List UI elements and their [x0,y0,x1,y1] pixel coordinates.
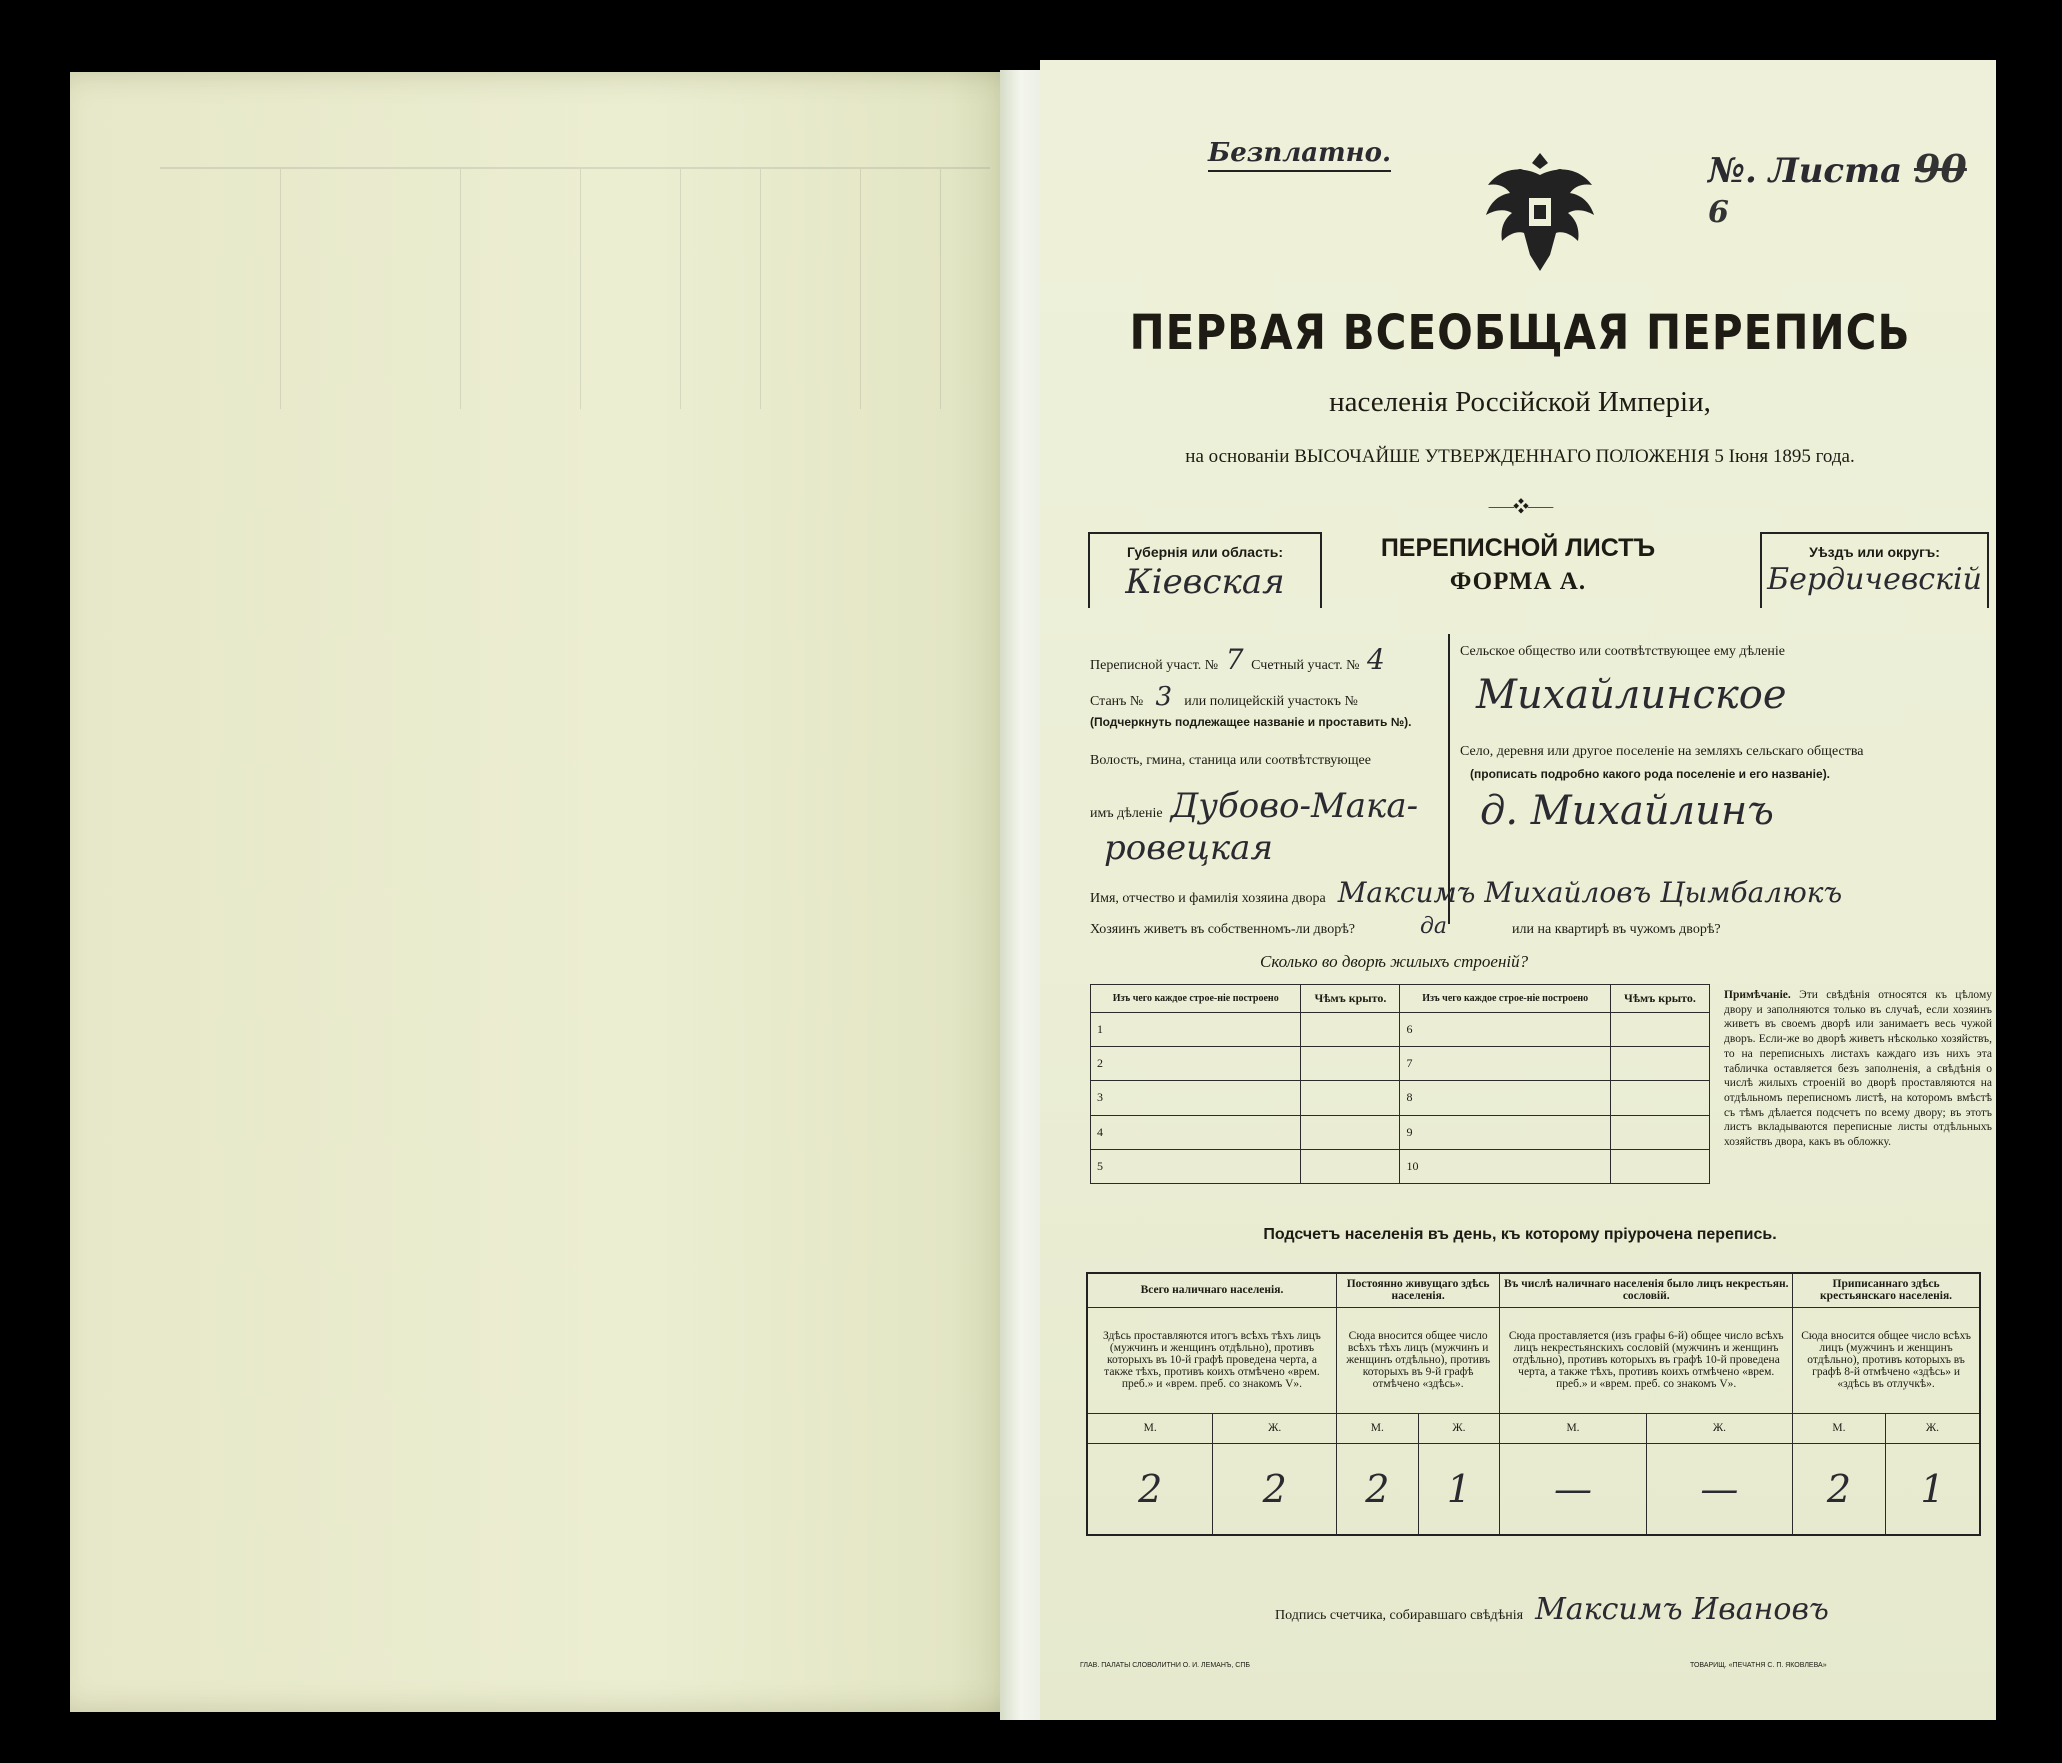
count-total-m: 2 [1087,1443,1213,1535]
population-title: Подсчетъ населенія въ день, къ которому пріурочена перепись. [1263,1226,1777,1243]
m-label: М. [1793,1413,1886,1443]
population-head-nonpeasant: Въ числѣ наличнаго населенія было лицъ некрестьян. сословій. [1500,1273,1793,1307]
imprint-left: ГЛАВ. ПАЛАТЫ СЛОВОЛИТНИ О. И. ЛЕМАНЪ, СПБ [1080,1662,1250,1669]
buildings-row-num: 2 [1091,1047,1301,1081]
census-district-label: Переписной участ. № [1090,658,1219,673]
volost-label-2: имъ дѣленіе [1090,806,1163,821]
form-name: ФОРМА А. [1449,568,1587,595]
count-peasant-f: 1 [1885,1443,1980,1535]
census-district-row [1090,643,1440,676]
m-label: М. [1087,1413,1213,1443]
m-label: М. [1500,1413,1646,1443]
signature-value: Максимъ Ивановъ [1535,1592,1829,1627]
census-main-title: ПЕРВАЯ ВСЕОБЩАЯ ПЕРЕПИСЬ [1129,304,1911,361]
owner-row [1090,876,1980,909]
count-permanent-m: 2 [1336,1443,1418,1535]
stan-row [1090,682,1440,712]
buildings-row-num: 4 [1091,1115,1301,1149]
buildings-h-roof-1: Чѣмъ крыто. [1301,985,1400,1013]
population-head-peasant: Приписаннаго здѣсь крестьянскаго населенія. [1793,1273,1980,1307]
sheet-number-label [1708,146,1996,231]
own-yard-row [1090,914,1980,939]
sheet-number-value: 90 [1913,146,1967,191]
population-table [1086,1272,1981,1536]
buildings-h-roof-2: Чѣмъ крыто. [1610,985,1709,1013]
sheet-title: ПЕРЕПИСНОЙ ЛИСТЪ [1380,534,1656,562]
buildings-row-num: 6 [1400,1013,1610,1047]
uezd-box [1760,532,1989,608]
volost-row [1090,786,1445,826]
signature-label: Подпись счетчика, собиравшаго свѣдѣнія [1275,1608,1524,1623]
population-desc-permanent: Сюда вносится общее число всѣхъ тѣхъ лицъ (мужчинъ и женщинъ отдѣльно), противъ которыхъ въ 9-й графѣ отмѣчено «здѣсь». [1336,1307,1499,1413]
underline-note: (Подчеркнуть подлежащее названіе и проставить №). [1090,715,1412,729]
buildings-row-num: 8 [1400,1081,1610,1115]
note-text: Эти свѣдѣнія относятся къ цѣлому двору и заполняются только въ случаѣ, если хозяинъ живетъ въ своемъ дворѣ или занимаетъ весь чужой дворъ. Если-же во дворѣ живетъ нѣсколько хозяйствъ, то на переписныхъ листахъ каждаго изъ нихъ эта табличка оставляется безъ заполненія, а свѣдѣнія о числѣ жилыхъ строеній во дворѣ проставляются на отдѣльномъ переписномъ листѣ, на которомъ вмѣстѣ съ тѣмъ дѣлается подсчетъ по всему двору; въ этотъ листъ вкладываются переписные листы отдѣльныхъ хозяйствъ двора, какъ въ обложку. [1724,989,1992,1149]
volost-value: Дубово-Мака- [1170,786,1419,826]
village-value: д. Михайлинъ [1480,788,1774,834]
gubernia-box [1088,532,1322,608]
owner-value: Максимъ Михайловъ Цымбалюкъ [1337,876,1843,909]
buildings-row-num: 10 [1400,1149,1610,1183]
m-label: М. [1336,1413,1418,1443]
note-title: Примѣчаніе. [1724,989,1791,1001]
buildings-row-num: 3 [1091,1081,1301,1115]
village-label: Село, деревня или другое поселеніе на земляхъ сельскаго общества [1460,744,1864,759]
buildings-row-num: 9 [1400,1115,1610,1149]
buildings-h-material-2: Изъ чего каждое строе-ніе построено [1400,985,1610,1013]
count-nonpeasant-m: — [1500,1443,1646,1535]
population-head-total: Всего наличнаго населенія. [1087,1273,1336,1307]
buildings-note [1724,988,1992,1150]
buildings-table [1090,984,1710,1184]
sheet-number-label-text: №. Листа [1708,151,1903,191]
buildings-row-num: 5 [1091,1149,1301,1183]
f-label: Ж. [1213,1413,1337,1443]
count-peasant-m: 2 [1793,1443,1886,1535]
society-value: Михайлинское [1476,672,1787,718]
double-headed-eagle-emblem [1480,145,1600,280]
own-yard-value: да [1419,914,1448,939]
buildings-row-num: 7 [1400,1047,1610,1081]
rent-label: или на квартирѣ въ чужомъ дворѣ? [1512,922,1721,937]
census-basis-line: на основаніи ВЫСОЧАЙШЕ УТВЕРЖДЕННАГО ПОЛОЖЕНІЯ 5 Іюня 1895 года. [1185,446,1855,467]
census-district-value: 7 [1225,643,1244,676]
police-district-label: или полицейскій участокъ № [1184,694,1358,709]
count-district-label: Счетный участ. № [1251,658,1360,673]
f-label: Ж. [1646,1413,1792,1443]
population-desc-total: Здѣсь проставляются итогъ всѣхъ тѣхъ лицъ (мужчинъ и женщинъ отдѣльно), противъ которыхъ въ 10-й графѣ проведена черта, а также тѣхъ, противъ коихъ отмѣчено «врем. преб.» и «врем. преб. со знакомъ V». [1087,1307,1336,1413]
left-page [70,72,1026,1712]
buildings-h-material-1: Изъ чего каждое строе-ніе построено [1091,985,1301,1013]
population-desc-nonpeasant: Сюда проставляется (изъ графы 6-й) общее число всѣхъ лицъ некрестьянскихъ сословій (мужчинъ и женщинъ отдѣльно), противъ которыхъ въ графѣ 10-й проведена черта, а также тѣхъ, противъ коихъ отмѣчено «врем. преб.» и «врем. преб. со знакомъ V». [1500,1307,1793,1413]
census-form-page [1040,60,1996,1720]
census-subtitle: населенія Россійской Имперіи, [1329,386,1711,418]
volost-value-2: ровецкая [1104,828,1273,868]
show-through-grid [160,167,990,409]
buildings-row-num: 1 [1091,1013,1301,1047]
stan-value: 3 [1155,682,1173,712]
f-label: Ж. [1418,1413,1500,1443]
own-yard-label: Хозяинъ живетъ въ собственномъ-ли дворѣ? [1090,922,1356,937]
imprint-right: ТОВАРИЩ. «ПЕЧАТНЯ С. П. ЯКОВЛЕВА» [1690,1662,1827,1669]
population-head-permanent: Постоянно живущаго здѣсь населенія. [1336,1273,1499,1307]
signature-row [1275,1592,1975,1627]
village-note: (прописать подробно какого рода поселеніе и его названіе). [1470,767,1831,781]
gubernia-label: Губернія или область: [1126,544,1284,560]
f-label: Ж. [1885,1413,1980,1443]
buildings-label: Сколько во дворѣ жилыхъ строеній? [1260,952,1529,971]
uezd-value: Бердичевскій [1767,562,1982,597]
count-nonpeasant-f: — [1646,1443,1792,1535]
stan-label: Станъ № [1090,694,1144,709]
uezd-label: Уѣздъ или округъ: [1809,544,1940,560]
owner-label: Имя, отчество и фамилія хозяина двора [1090,891,1326,906]
count-district-value: 4 [1367,643,1385,676]
free-label: Безплатно. [1208,138,1391,172]
gubernia-value: Кіевская [1125,562,1285,602]
society-label: Сельское общество или соотвѣтствующее ему дѣленіе [1460,644,1785,659]
sheet-number-extra: 6 [1708,195,1729,230]
count-permanent-f: 1 [1418,1443,1500,1535]
count-total-f: 2 [1213,1443,1337,1535]
population-desc-peasant: Сюда вносится общее число всѣхъ лицъ (мужчинъ и женщинъ отдѣльно), противъ которыхъ въ графѣ 8-й отмѣчено «здѣсь» и «здѣсь въ отлучкѣ». [1793,1307,1980,1413]
volost-label: Волость, гмина, станица или соотвѣтствующее [1090,753,1371,768]
ornament-divider: ⸺❖⸺ [1487,499,1553,516]
